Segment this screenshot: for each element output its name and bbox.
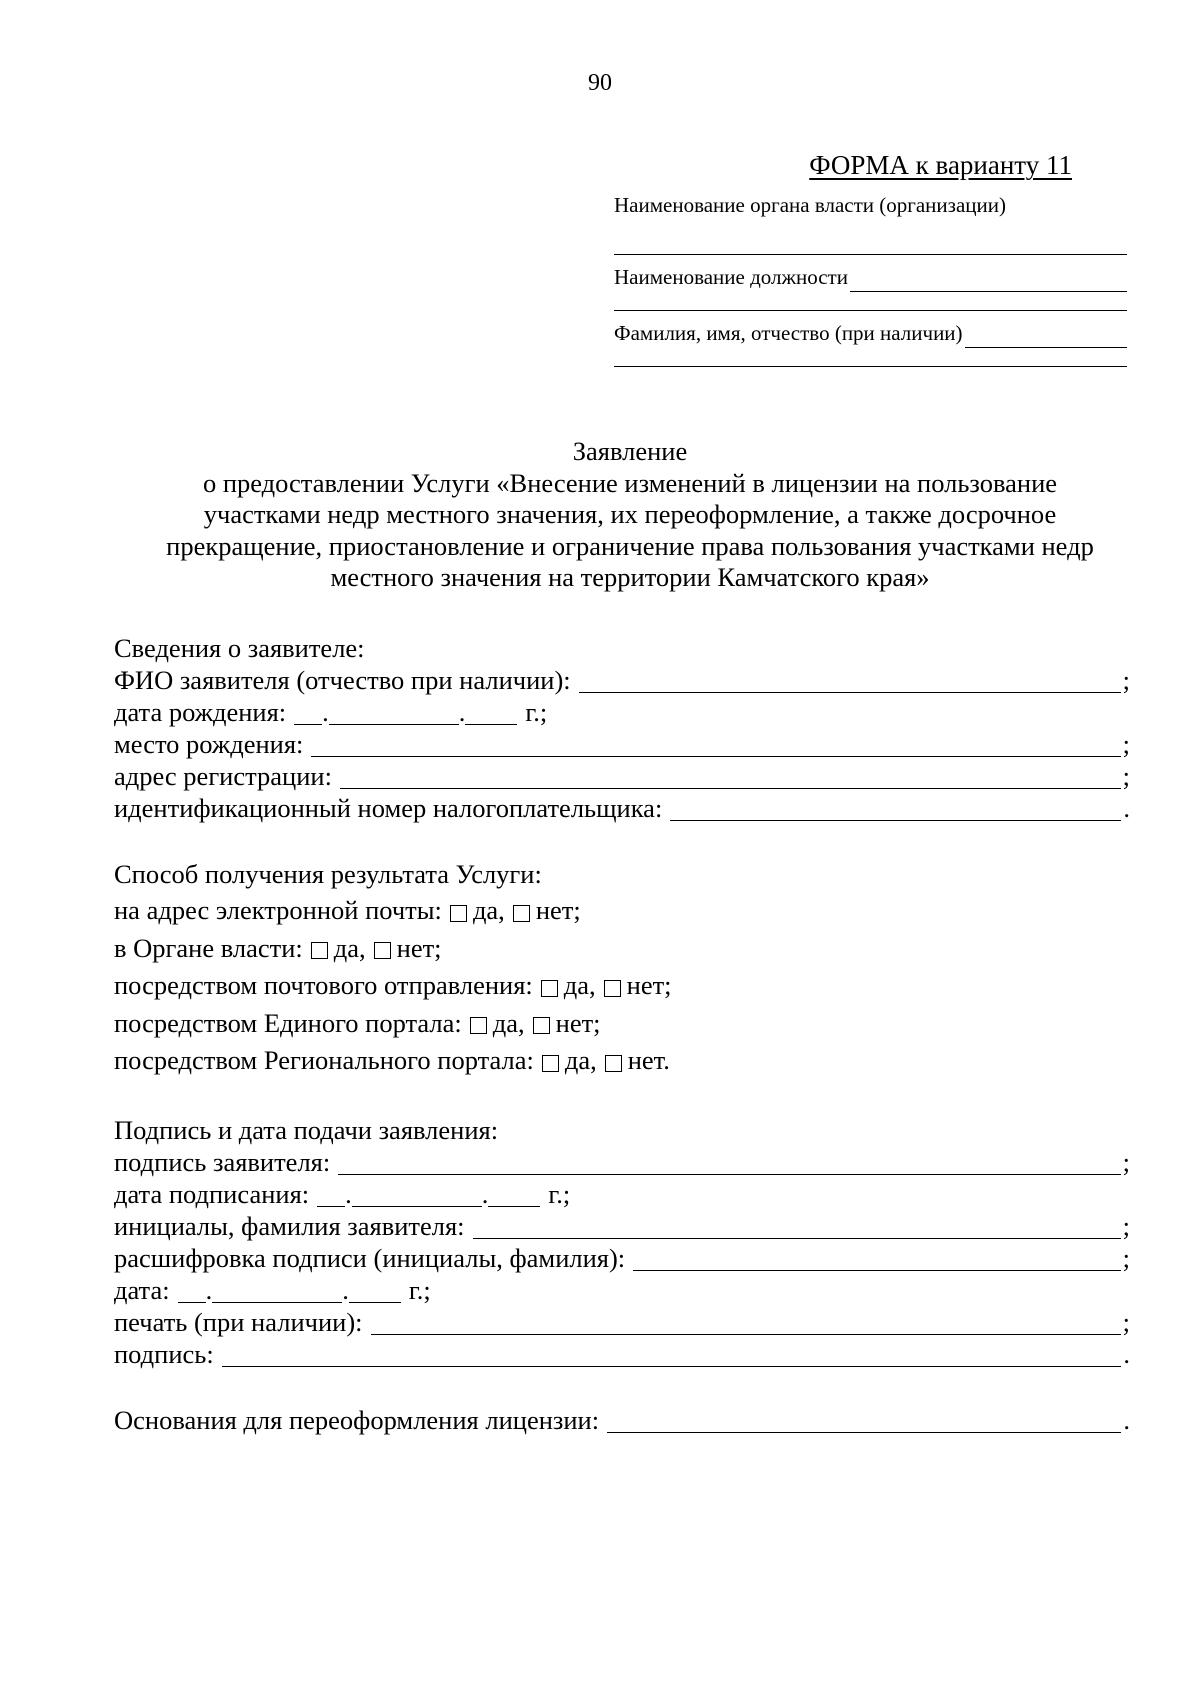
sign-date-label: дата подписания: xyxy=(114,1178,310,1209)
no-checkbox[interactable] xyxy=(374,942,391,959)
birth-date-label: дата рождения: xyxy=(114,696,287,727)
authority-label: Наименование органа власти (организации) xyxy=(614,193,1006,217)
delivery-option-regional-portal xyxy=(114,1042,1130,1080)
inn-field[interactable] xyxy=(670,820,1121,821)
grounds-label: Основания для переоформления лицензии: xyxy=(114,1404,600,1435)
applicant-section: Сведения о заявителе: ФИО заявителя (отчество при наличии): ; дата рождения: . . г.; место рождения: ; адрес регистрации: ; идентификационный номер налогоплательщика: . xyxy=(114,634,1130,826)
option-label: посредством Регионального портала: xyxy=(114,1045,534,1075)
punctuation: ; xyxy=(1122,1210,1130,1241)
birth-day-field[interactable] xyxy=(294,724,322,725)
grounds-field[interactable] xyxy=(607,1432,1121,1433)
date-label: дата: xyxy=(114,1274,170,1305)
title-line: прекращение, приостановление и ограничение права пользования участками недр xyxy=(166,530,1094,561)
birth-place-field[interactable] xyxy=(311,756,1120,757)
no-checkbox[interactable] xyxy=(605,1055,622,1072)
name-label: Фамилия, имя, отчество (при наличии) xyxy=(614,321,963,345)
fio-label: ФИО заявителя (отчество при наличии): xyxy=(114,664,571,695)
address-label: адрес регистрации: xyxy=(114,760,332,791)
name-field[interactable] xyxy=(965,347,1127,348)
year-field[interactable] xyxy=(349,1302,401,1303)
sign-day-field[interactable] xyxy=(317,1206,345,1207)
sign-year-field[interactable] xyxy=(488,1206,540,1207)
title-line: участками недр местного значения, их переоформление, а также досрочное xyxy=(203,499,1057,529)
authority-field[interactable] xyxy=(614,254,1127,255)
inn-label: идентификационный номер налогоплательщика: xyxy=(114,792,663,823)
position-field-extra[interactable] xyxy=(614,310,1127,311)
option-label: в Органе власти: xyxy=(114,932,303,963)
form-label: ФОРМА к варианту 11 xyxy=(809,150,1072,180)
decoding-label: расшифровка подписи (инициалы, фамилия): xyxy=(114,1242,626,1273)
sign-month-field[interactable] xyxy=(352,1206,482,1207)
grounds-section xyxy=(114,1406,1130,1438)
punctuation: ; xyxy=(1122,1306,1130,1337)
signature-section: Подпись и дата подачи заявления: подпись заявителя: ; дата подписания: . . г.; инициалы, фамилия заявителя: ; расшифровка подписи (инициалы, фамилия): ; дата: . . г.; печать (при наличии): ; подпись: . xyxy=(114,1116,1130,1372)
punctuation: ; xyxy=(1122,1242,1130,1273)
initials-field[interactable] xyxy=(473,1238,1121,1239)
position-label: Наименование должности xyxy=(614,265,848,289)
no-checkbox[interactable] xyxy=(604,980,621,997)
delivery-section xyxy=(114,860,1130,1080)
decoding-field[interactable] xyxy=(633,1270,1120,1271)
page-number: 90 xyxy=(588,70,612,96)
yes-label: да, xyxy=(472,895,505,925)
yes-checkbox[interactable] xyxy=(450,905,467,922)
no-label: нет; xyxy=(396,932,442,963)
title-line: о предоставлении Услуги «Внесение изменений в лицензии на пользование xyxy=(202,467,1058,498)
no-label: нет; xyxy=(535,895,581,925)
yes-label: да, xyxy=(492,1007,525,1038)
stamp-label: печать (при наличии): xyxy=(114,1306,363,1337)
position-field[interactable] xyxy=(850,291,1127,292)
stamp-field[interactable] xyxy=(371,1334,1121,1335)
signature-heading: Подпись и дата подачи заявления: xyxy=(114,1114,499,1145)
yes-label: да, xyxy=(333,932,366,963)
name-field-extra[interactable] xyxy=(614,366,1127,367)
day-field[interactable] xyxy=(178,1302,206,1303)
option-label: на адрес электронной почты: xyxy=(114,895,442,925)
no-checkbox[interactable] xyxy=(513,905,530,922)
no-checkbox[interactable] xyxy=(533,1017,550,1034)
yes-checkbox[interactable] xyxy=(542,1055,559,1072)
title-heading: Заявление xyxy=(572,436,688,466)
birth-year-field[interactable] xyxy=(465,724,517,725)
punctuation: ; xyxy=(1122,760,1130,791)
option-label: посредством почтового отправления: xyxy=(114,970,533,1000)
document-title xyxy=(110,436,1150,594)
month-field[interactable] xyxy=(212,1302,342,1303)
punctuation: ; xyxy=(1122,728,1130,759)
delivery-option-unified-portal xyxy=(114,1005,1130,1043)
position-row xyxy=(614,262,1127,292)
no-label: нет; xyxy=(626,970,672,1000)
address-field[interactable] xyxy=(340,788,1121,789)
punctuation: ; xyxy=(1122,664,1130,695)
applicant-heading: Сведения о заявителе: xyxy=(114,632,365,663)
no-label: нет. xyxy=(627,1045,670,1075)
sign-label: подпись: xyxy=(114,1338,214,1369)
year-suffix: г.; xyxy=(548,1178,571,1209)
birth-month-field[interactable] xyxy=(329,724,459,725)
applicant-signature-field[interactable] xyxy=(338,1174,1120,1175)
option-label: посредством Единого портала: xyxy=(114,1007,462,1038)
year-suffix: г.; xyxy=(408,1274,431,1305)
yes-checkbox[interactable] xyxy=(470,1017,487,1034)
fio-field[interactable] xyxy=(579,692,1121,693)
punctuation: ; xyxy=(1122,1146,1130,1177)
punctuation: . xyxy=(1123,1404,1130,1435)
initials-label: инициалы, фамилия заявителя: xyxy=(114,1210,465,1241)
applicant-signature-label: подпись заявителя: xyxy=(114,1146,331,1177)
name-row xyxy=(614,318,1127,348)
yes-checkbox[interactable] xyxy=(541,980,558,997)
delivery-heading: Способ получения результата Услуги: xyxy=(114,858,542,889)
sign-field[interactable] xyxy=(222,1366,1122,1367)
punctuation: . xyxy=(1123,1338,1130,1369)
yes-checkbox[interactable] xyxy=(311,942,328,959)
year-suffix: г.; xyxy=(525,696,548,727)
birth-place-label: место рождения: xyxy=(114,728,304,759)
delivery-option-authority xyxy=(114,930,1130,968)
no-label: нет; xyxy=(555,1007,601,1038)
yes-label: да, xyxy=(563,970,596,1000)
title-line: местного значения на территории Камчатского края» xyxy=(330,562,930,592)
yes-label: да, xyxy=(564,1045,597,1075)
delivery-option-email xyxy=(114,892,1130,930)
authority-row xyxy=(614,190,1127,220)
delivery-option-mail xyxy=(114,967,1130,1005)
punctuation: . xyxy=(1123,792,1130,823)
